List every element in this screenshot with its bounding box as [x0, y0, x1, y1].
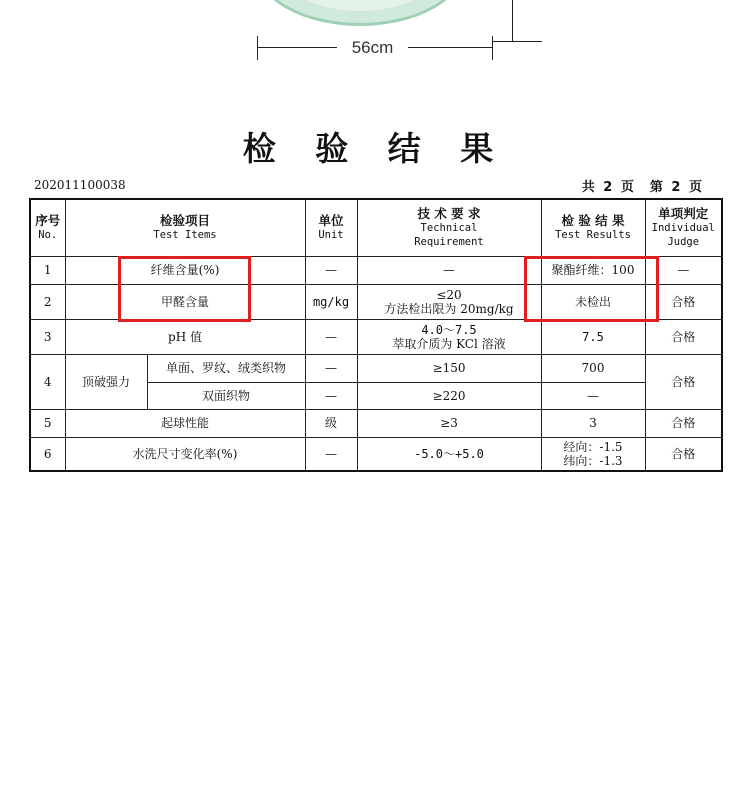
- dimension-line-right: [408, 47, 492, 48]
- dimension-tick-right: [492, 36, 493, 60]
- cell-requirement: ≥220: [357, 382, 541, 409]
- cell-item: 纤维含量(%): [65, 256, 305, 284]
- table-row: [30, 354, 722, 382]
- cell-judge: 合格: [645, 437, 722, 471]
- cell-result: 聚酯纤维：100: [541, 256, 645, 284]
- header-unit: 单位 Unit: [305, 199, 357, 256]
- header-no: 序号 No.: [30, 199, 65, 256]
- cell-no: 1: [30, 256, 65, 284]
- cell-item: 顶破强力: [65, 354, 147, 409]
- cell-no: 2: [30, 284, 65, 319]
- cell-requirement: ≥150: [357, 354, 541, 382]
- cell-requirement: -5.0～+5.0: [357, 437, 541, 471]
- page-info: [568, 176, 704, 195]
- dimension-tick-left: [257, 36, 258, 60]
- header-result: 检 验 结 果 Test Results: [541, 199, 645, 256]
- cell-judge: —: [645, 256, 722, 284]
- page-title: 检 验 结 果: [242, 129, 508, 168]
- cell-no: 3: [30, 319, 65, 354]
- cell-subitem: 双面织物: [147, 382, 305, 409]
- cell-result: 未检出: [541, 284, 645, 319]
- table-row: [30, 409, 722, 437]
- cell-requirement: ≤20 方法检出限为 20mg/kg: [357, 284, 541, 319]
- table-header-row: [30, 199, 722, 256]
- cell-item: 起球性能: [65, 409, 305, 437]
- table-row: [30, 319, 722, 354]
- header-judge: 单项判定 Individual Judge: [645, 199, 722, 256]
- cell-result: 700: [541, 354, 645, 382]
- cell-no: 4: [30, 354, 65, 409]
- cell-result: 经向：-1.5 纬向：-1.3: [541, 437, 645, 471]
- cell-unit: —: [305, 319, 357, 354]
- cell-result: —: [541, 382, 645, 409]
- product-image-fragment: [255, 0, 465, 26]
- report-number: 202011100038: [34, 178, 126, 192]
- cell-requirement: ≥3: [357, 409, 541, 437]
- cell-requirement: 4.0～7.5 萃取介质为 KCl 溶液: [357, 319, 541, 354]
- header-requirement: 技 术 要 求 Technical Requirement: [357, 199, 541, 256]
- cell-no: 5: [30, 409, 65, 437]
- cell-unit: —: [305, 382, 357, 409]
- cell-item: pH 值: [65, 319, 305, 354]
- highlight-box-results: [524, 256, 659, 322]
- page-current: 第 2 页: [649, 180, 704, 195]
- results-table: [29, 198, 723, 472]
- cell-item: 水洗尺寸变化率(%): [65, 437, 305, 471]
- cell-judge: 合格: [645, 319, 722, 354]
- cell-subitem: 单面、罗纹、绒类织物: [147, 354, 305, 382]
- cell-item: 甲醛含量: [65, 284, 305, 319]
- cell-unit: mg/kg: [305, 284, 357, 319]
- cell-judge: 合格: [645, 284, 722, 319]
- cell-unit: —: [305, 256, 357, 284]
- table-row: [30, 437, 722, 471]
- dimension-corner-line: [492, 41, 542, 42]
- dimension-label: 56cm: [351, 38, 394, 57]
- page-total: 共 2 页: [581, 180, 636, 195]
- cell-no: 6: [30, 437, 65, 471]
- cell-judge: 合格: [645, 409, 722, 437]
- highlight-box-items: [118, 256, 251, 322]
- cell-result: 3: [541, 409, 645, 437]
- cell-judge: 合格: [645, 354, 722, 409]
- cell-unit: 级: [305, 409, 357, 437]
- cell-unit: —: [305, 354, 357, 382]
- header-item: 检验项目 Test Items: [65, 199, 305, 256]
- cell-unit: —: [305, 437, 357, 471]
- cell-result: 7.5: [541, 319, 645, 354]
- dimension-line-left: [257, 47, 337, 48]
- dimension-vertical-line: [512, 0, 513, 42]
- cell-requirement: —: [357, 256, 541, 284]
